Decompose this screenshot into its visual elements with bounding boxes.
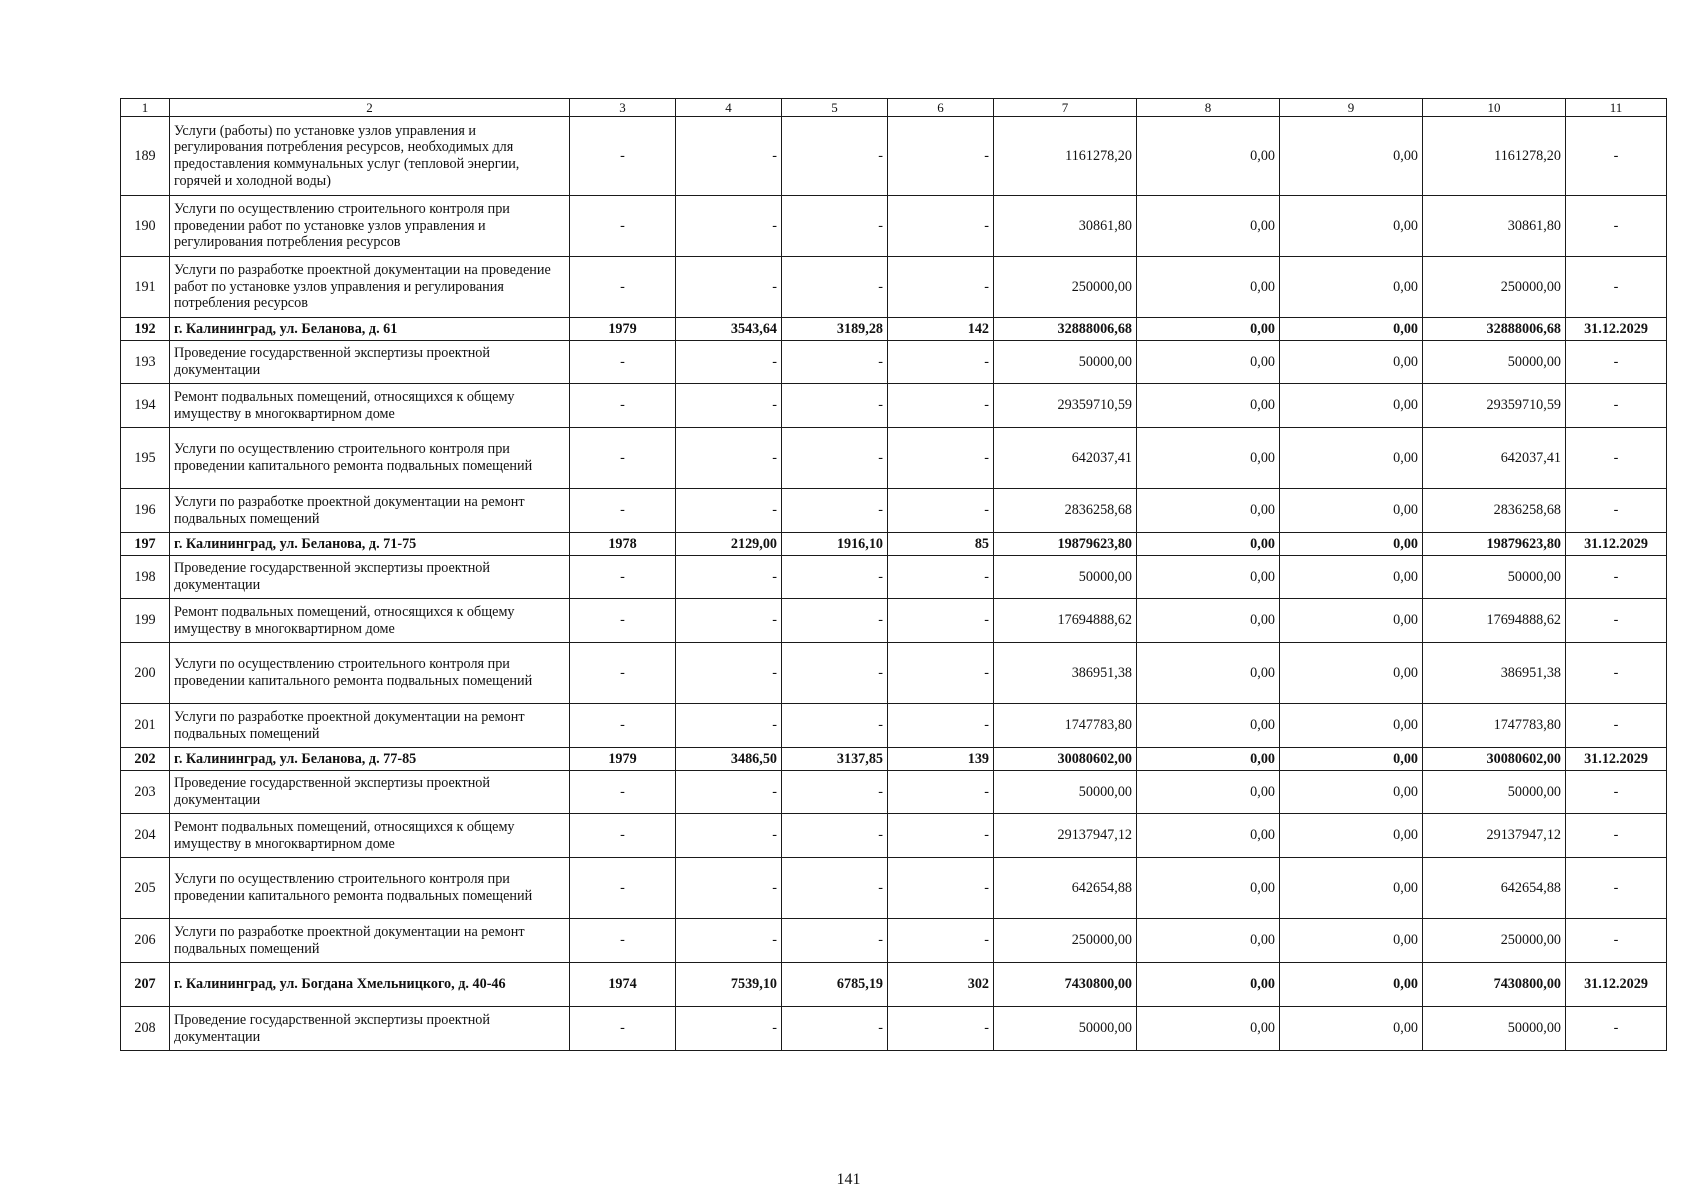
residents-cell: 139 — [888, 748, 994, 771]
residents-cell: 142 — [888, 318, 994, 341]
area-living-cell: - — [782, 814, 888, 858]
area-total-cell: - — [676, 384, 782, 428]
work-name: Ремонт подвальных помещений, относящихся к общему имуществу в многоквартирном доме — [170, 599, 570, 643]
budget-cost-cell: 0,00 — [1280, 643, 1423, 704]
deadline-cell: - — [1566, 341, 1667, 384]
table-row — [121, 643, 1667, 704]
owners-cost-cell: 642037,41 — [1423, 428, 1566, 489]
column-number-5: 5 — [782, 99, 888, 117]
row-number: 193 — [121, 341, 170, 384]
area-living-cell: - — [782, 858, 888, 919]
budget-cost-cell: 0,00 — [1280, 428, 1423, 489]
year-cell: - — [570, 384, 676, 428]
row-number: 206 — [121, 919, 170, 963]
row-number: 200 — [121, 643, 170, 704]
area-total-cell: - — [676, 556, 782, 599]
area-living-cell: 3137,85 — [782, 748, 888, 771]
row-number: 197 — [121, 533, 170, 556]
deadline-cell: - — [1566, 489, 1667, 533]
row-number: 204 — [121, 814, 170, 858]
area-living-cell: - — [782, 341, 888, 384]
row-number: 195 — [121, 428, 170, 489]
column-number-4: 4 — [676, 99, 782, 117]
table-row — [121, 1007, 1667, 1051]
year-cell: - — [570, 704, 676, 748]
deadline-cell: - — [1566, 858, 1667, 919]
area-living-cell: 3189,28 — [782, 318, 888, 341]
year-cell: - — [570, 117, 676, 196]
fund-cost-cell: 0,00 — [1137, 963, 1280, 1007]
year-cell: - — [570, 489, 676, 533]
deadline-cell: - — [1566, 556, 1667, 599]
row-number: 194 — [121, 384, 170, 428]
column-number-10: 10 — [1423, 99, 1566, 117]
table-row — [121, 196, 1667, 257]
budget-cost-cell: 0,00 — [1280, 117, 1423, 196]
work-name: Услуги по осуществлению строительного контроля при проведении капитального ремонта подвальных помещений — [170, 428, 570, 489]
owners-cost-cell: 250000,00 — [1423, 919, 1566, 963]
fund-cost-cell: 0,00 — [1137, 771, 1280, 814]
table-row — [121, 919, 1667, 963]
total-cost-cell: 32888006,68 — [994, 318, 1137, 341]
area-total-cell: - — [676, 643, 782, 704]
fund-cost-cell: 0,00 — [1137, 489, 1280, 533]
area-total-cell: - — [676, 704, 782, 748]
fund-cost-cell: 0,00 — [1137, 643, 1280, 704]
deadline-cell: - — [1566, 771, 1667, 814]
residents-cell: - — [888, 384, 994, 428]
owners-cost-cell: 2836258,68 — [1423, 489, 1566, 533]
area-living-cell: 1916,10 — [782, 533, 888, 556]
residents-cell: - — [888, 771, 994, 814]
budget-cost-cell: 0,00 — [1280, 341, 1423, 384]
total-cost-cell: 29137947,12 — [994, 814, 1137, 858]
year-cell: - — [570, 599, 676, 643]
area-living-cell: - — [782, 117, 888, 196]
address-group-row — [121, 748, 1667, 771]
area-living-cell: - — [782, 704, 888, 748]
address-group-row — [121, 963, 1667, 1007]
work-name: Проведение государственной экспертизы проектной документации — [170, 1007, 570, 1051]
area-total-cell: 3486,50 — [676, 748, 782, 771]
fund-cost-cell: 0,00 — [1137, 814, 1280, 858]
address-group-row — [121, 533, 1667, 556]
residents-cell: 85 — [888, 533, 994, 556]
owners-cost-cell: 50000,00 — [1423, 556, 1566, 599]
row-number: 190 — [121, 196, 170, 257]
owners-cost-cell: 7430800,00 — [1423, 963, 1566, 1007]
area-living-cell: 6785,19 — [782, 963, 888, 1007]
table-row — [121, 117, 1667, 196]
column-number-11: 11 — [1566, 99, 1667, 117]
table-row — [121, 489, 1667, 533]
table-row — [121, 428, 1667, 489]
owners-cost-cell: 17694888,62 — [1423, 599, 1566, 643]
row-number: 196 — [121, 489, 170, 533]
area-living-cell: - — [782, 599, 888, 643]
area-living-cell: - — [782, 196, 888, 257]
table-row — [121, 704, 1667, 748]
owners-cost-cell: 1161278,20 — [1423, 117, 1566, 196]
row-number: 203 — [121, 771, 170, 814]
year-cell: - — [570, 643, 676, 704]
work-name: Услуги по осуществлению строительного контроля при проведении капитального ремонта подвальных помещений — [170, 858, 570, 919]
budget-cost-cell: 0,00 — [1280, 771, 1423, 814]
year-cell: - — [570, 858, 676, 919]
total-cost-cell: 250000,00 — [994, 257, 1137, 318]
column-number-3: 3 — [570, 99, 676, 117]
budget-cost-cell: 0,00 — [1280, 1007, 1423, 1051]
work-name: Услуги по разработке проектной документации на проведение работ по установке узлов управления и регулирования потребления ресурсов — [170, 257, 570, 318]
table-row — [121, 599, 1667, 643]
column-number-9: 9 — [1280, 99, 1423, 117]
owners-cost-cell: 642654,88 — [1423, 858, 1566, 919]
total-cost-cell: 29359710,59 — [994, 384, 1137, 428]
year-cell: - — [570, 257, 676, 318]
works-table — [120, 98, 1667, 1051]
total-cost-cell: 50000,00 — [994, 556, 1137, 599]
row-number: 207 — [121, 963, 170, 1007]
work-name: Ремонт подвальных помещений, относящихся к общему имуществу в многоквартирном доме — [170, 814, 570, 858]
residents-cell: - — [888, 489, 994, 533]
table-row — [121, 341, 1667, 384]
work-name: Услуги по разработке проектной документации на ремонт подвальных помещений — [170, 919, 570, 963]
area-total-cell: - — [676, 341, 782, 384]
residents-cell: - — [888, 814, 994, 858]
owners-cost-cell: 50000,00 — [1423, 1007, 1566, 1051]
year-cell: - — [570, 196, 676, 257]
total-cost-cell: 50000,00 — [994, 1007, 1137, 1051]
area-total-cell: - — [676, 117, 782, 196]
column-number-row — [121, 99, 1667, 117]
fund-cost-cell: 0,00 — [1137, 858, 1280, 919]
total-cost-cell: 386951,38 — [994, 643, 1137, 704]
table-row — [121, 858, 1667, 919]
table-body — [121, 99, 1667, 1051]
area-living-cell: - — [782, 384, 888, 428]
year-cell: - — [570, 341, 676, 384]
budget-cost-cell: 0,00 — [1280, 533, 1423, 556]
work-name: г. Калининград, ул. Беланова, д. 77-85 — [170, 748, 570, 771]
residents-cell: - — [888, 341, 994, 384]
fund-cost-cell: 0,00 — [1137, 384, 1280, 428]
owners-cost-cell: 50000,00 — [1423, 341, 1566, 384]
budget-cost-cell: 0,00 — [1280, 556, 1423, 599]
total-cost-cell: 7430800,00 — [994, 963, 1137, 1007]
area-living-cell: - — [782, 489, 888, 533]
deadline-cell: - — [1566, 1007, 1667, 1051]
fund-cost-cell: 0,00 — [1137, 1007, 1280, 1051]
deadline-cell: - — [1566, 704, 1667, 748]
fund-cost-cell: 0,00 — [1137, 318, 1280, 341]
area-total-cell: - — [676, 257, 782, 318]
fund-cost-cell: 0,00 — [1137, 341, 1280, 384]
deadline-cell: - — [1566, 384, 1667, 428]
total-cost-cell: 642654,88 — [994, 858, 1137, 919]
fund-cost-cell: 0,00 — [1137, 257, 1280, 318]
row-number: 198 — [121, 556, 170, 599]
area-total-cell: - — [676, 196, 782, 257]
budget-cost-cell: 0,00 — [1280, 919, 1423, 963]
fund-cost-cell: 0,00 — [1137, 428, 1280, 489]
residents-cell: - — [888, 428, 994, 489]
residents-cell: - — [888, 599, 994, 643]
total-cost-cell: 17694888,62 — [994, 599, 1137, 643]
area-total-cell: - — [676, 814, 782, 858]
owners-cost-cell: 29137947,12 — [1423, 814, 1566, 858]
area-total-cell: 2129,00 — [676, 533, 782, 556]
residents-cell: 302 — [888, 963, 994, 1007]
area-living-cell: - — [782, 643, 888, 704]
year-cell: 1978 — [570, 533, 676, 556]
area-total-cell: - — [676, 858, 782, 919]
residents-cell: - — [888, 919, 994, 963]
budget-cost-cell: 0,00 — [1280, 384, 1423, 428]
owners-cost-cell: 30861,80 — [1423, 196, 1566, 257]
total-cost-cell: 250000,00 — [994, 919, 1137, 963]
row-number: 202 — [121, 748, 170, 771]
area-living-cell: - — [782, 257, 888, 318]
column-number-2: 2 — [170, 99, 570, 117]
area-total-cell: - — [676, 771, 782, 814]
residents-cell: - — [888, 1007, 994, 1051]
deadline-cell: - — [1566, 643, 1667, 704]
total-cost-cell: 19879623,80 — [994, 533, 1137, 556]
total-cost-cell: 30080602,00 — [994, 748, 1137, 771]
deadline-cell: - — [1566, 428, 1667, 489]
total-cost-cell: 1161278,20 — [994, 117, 1137, 196]
area-living-cell: - — [782, 919, 888, 963]
work-name: г. Калининград, ул. Беланова, д. 71-75 — [170, 533, 570, 556]
fund-cost-cell: 0,00 — [1137, 748, 1280, 771]
fund-cost-cell: 0,00 — [1137, 556, 1280, 599]
deadline-cell: 31.12.2029 — [1566, 318, 1667, 341]
year-cell: 1979 — [570, 748, 676, 771]
residents-cell: - — [888, 556, 994, 599]
residents-cell: - — [888, 858, 994, 919]
owners-cost-cell: 250000,00 — [1423, 257, 1566, 318]
table-row — [121, 257, 1667, 318]
row-number: 199 — [121, 599, 170, 643]
area-living-cell: - — [782, 556, 888, 599]
work-name: Проведение государственной экспертизы проектной документации — [170, 771, 570, 814]
page-number: 141 — [836, 1171, 861, 1188]
work-name: Услуги по осуществлению строительного контроля при проведении капитального ремонта подвальных помещений — [170, 643, 570, 704]
table-row — [121, 556, 1667, 599]
residents-cell: - — [888, 257, 994, 318]
budget-cost-cell: 0,00 — [1280, 748, 1423, 771]
owners-cost-cell: 19879623,80 — [1423, 533, 1566, 556]
deadline-cell: - — [1566, 814, 1667, 858]
owners-cost-cell: 1747783,80 — [1423, 704, 1566, 748]
column-number-6: 6 — [888, 99, 994, 117]
row-number: 201 — [121, 704, 170, 748]
owners-cost-cell: 29359710,59 — [1423, 384, 1566, 428]
total-cost-cell: 1747783,80 — [994, 704, 1137, 748]
area-total-cell: - — [676, 599, 782, 643]
owners-cost-cell: 386951,38 — [1423, 643, 1566, 704]
table-row — [121, 814, 1667, 858]
area-living-cell: - — [782, 1007, 888, 1051]
residents-cell: - — [888, 704, 994, 748]
area-total-cell: 3543,64 — [676, 318, 782, 341]
column-number-8: 8 — [1137, 99, 1280, 117]
row-number: 189 — [121, 117, 170, 196]
column-number-7: 7 — [994, 99, 1137, 117]
residents-cell: - — [888, 196, 994, 257]
deadline-cell: 31.12.2029 — [1566, 748, 1667, 771]
address-group-row — [121, 318, 1667, 341]
deadline-cell: - — [1566, 196, 1667, 257]
budget-cost-cell: 0,00 — [1280, 257, 1423, 318]
row-number: 208 — [121, 1007, 170, 1051]
fund-cost-cell: 0,00 — [1137, 599, 1280, 643]
table-row — [121, 384, 1667, 428]
year-cell: 1979 — [570, 318, 676, 341]
residents-cell: - — [888, 117, 994, 196]
area-total-cell: - — [676, 919, 782, 963]
budget-cost-cell: 0,00 — [1280, 318, 1423, 341]
owners-cost-cell: 30080602,00 — [1423, 748, 1566, 771]
year-cell: - — [570, 814, 676, 858]
deadline-cell: - — [1566, 117, 1667, 196]
work-name: Ремонт подвальных помещений, относящихся к общему имуществу в многоквартирном доме — [170, 384, 570, 428]
work-name: Услуги по осуществлению строительного контроля при проведении работ по установке узлов управления и регулирования потребления ресурсов — [170, 196, 570, 257]
column-number-1: 1 — [121, 99, 170, 117]
budget-cost-cell: 0,00 — [1280, 599, 1423, 643]
deadline-cell: - — [1566, 599, 1667, 643]
budget-cost-cell: 0,00 — [1280, 814, 1423, 858]
fund-cost-cell: 0,00 — [1137, 196, 1280, 257]
deadline-cell: - — [1566, 257, 1667, 318]
deadline-cell: 31.12.2029 — [1566, 533, 1667, 556]
total-cost-cell: 50000,00 — [994, 771, 1137, 814]
year-cell: - — [570, 428, 676, 489]
deadline-cell: - — [1566, 919, 1667, 963]
deadline-cell: 31.12.2029 — [1566, 963, 1667, 1007]
area-total-cell: - — [676, 428, 782, 489]
area-total-cell: - — [676, 1007, 782, 1051]
budget-cost-cell: 0,00 — [1280, 704, 1423, 748]
budget-cost-cell: 0,00 — [1280, 489, 1423, 533]
total-cost-cell: 50000,00 — [994, 341, 1137, 384]
fund-cost-cell: 0,00 — [1137, 704, 1280, 748]
row-number: 192 — [121, 318, 170, 341]
budget-cost-cell: 0,00 — [1280, 196, 1423, 257]
work-name: Проведение государственной экспертизы проектной документации — [170, 556, 570, 599]
budget-cost-cell: 0,00 — [1280, 963, 1423, 1007]
work-name: Услуги по разработке проектной документации на ремонт подвальных помещений — [170, 489, 570, 533]
area-living-cell: - — [782, 771, 888, 814]
owners-cost-cell: 32888006,68 — [1423, 318, 1566, 341]
budget-cost-cell: 0,00 — [1280, 858, 1423, 919]
year-cell: 1974 — [570, 963, 676, 1007]
fund-cost-cell: 0,00 — [1137, 117, 1280, 196]
area-living-cell: - — [782, 428, 888, 489]
total-cost-cell: 30861,80 — [994, 196, 1137, 257]
area-total-cell: 7539,10 — [676, 963, 782, 1007]
work-name: г. Калининград, ул. Беланова, д. 61 — [170, 318, 570, 341]
area-total-cell: - — [676, 489, 782, 533]
work-name: Услуги (работы) по установке узлов управления и регулирования потребления ресурсов, необходимых для предоставления коммунальных услуг (тепловой энергии, горячей и холодной воды) — [170, 117, 570, 196]
row-number: 205 — [121, 858, 170, 919]
year-cell: - — [570, 556, 676, 599]
year-cell: - — [570, 771, 676, 814]
year-cell: - — [570, 1007, 676, 1051]
work-name: Услуги по разработке проектной документации на ремонт подвальных помещений — [170, 704, 570, 748]
owners-cost-cell: 50000,00 — [1423, 771, 1566, 814]
work-name: г. Калининград, ул. Богдана Хмельницкого, д. 40-46 — [170, 963, 570, 1007]
fund-cost-cell: 0,00 — [1137, 533, 1280, 556]
table-row — [121, 771, 1667, 814]
year-cell: - — [570, 919, 676, 963]
work-name: Проведение государственной экспертизы проектной документации — [170, 341, 570, 384]
total-cost-cell: 642037,41 — [994, 428, 1137, 489]
fund-cost-cell: 0,00 — [1137, 919, 1280, 963]
total-cost-cell: 2836258,68 — [994, 489, 1137, 533]
row-number: 191 — [121, 257, 170, 318]
residents-cell: - — [888, 643, 994, 704]
